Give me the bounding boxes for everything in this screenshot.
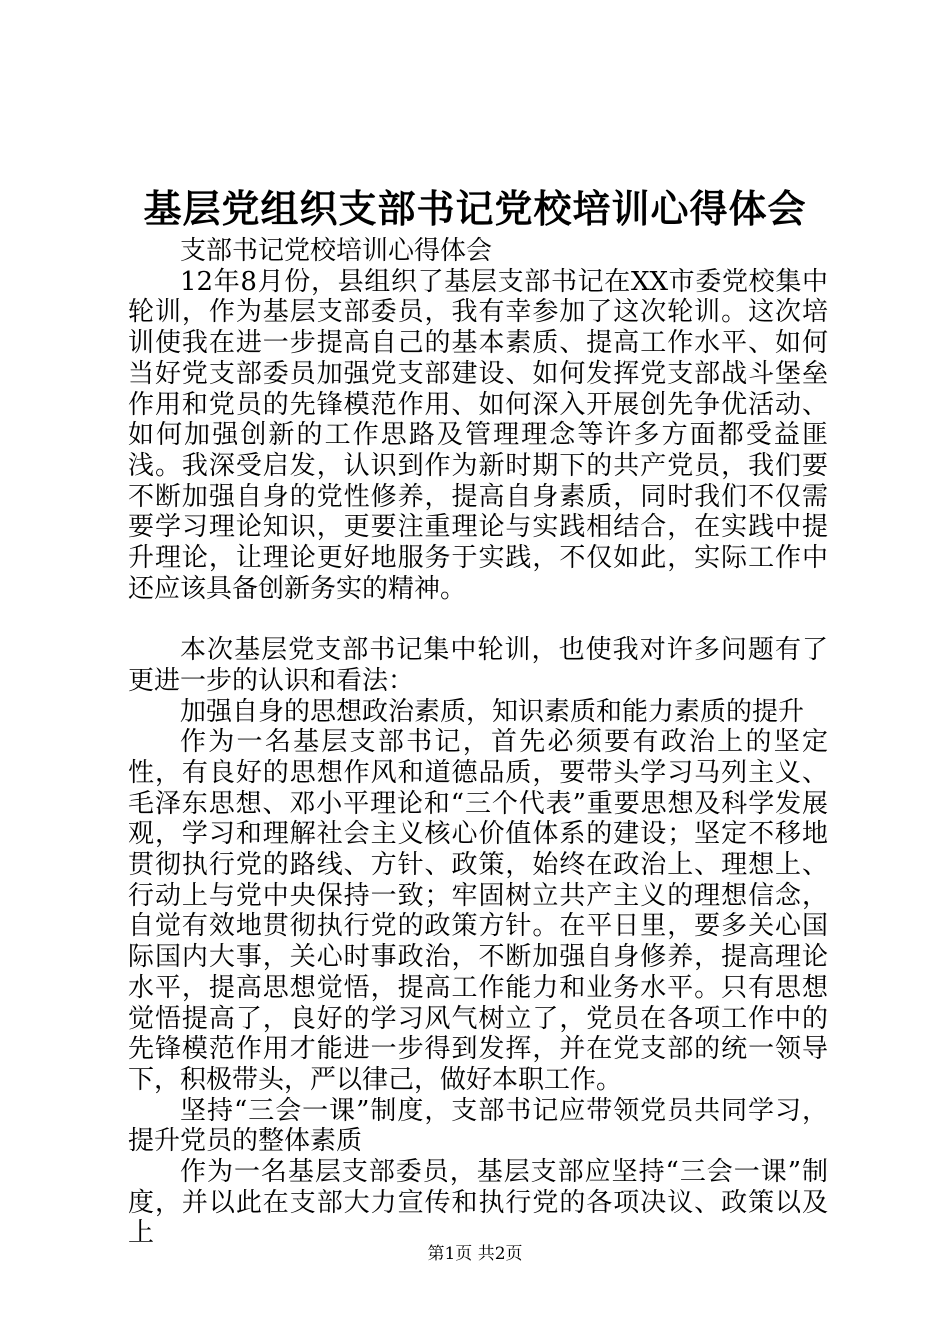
page-number-footer: 第1页 共2页	[427, 1244, 523, 1264]
paragraph-three-meetings: 作为一名基层支部委员，基层支部应坚持“三会一课”制度，并以此在支部大力宣传和执行党的各项决议、政策以及上	[128, 1157, 828, 1249]
paragraph-quality: 作为一名基层支部书记，首先必须要有政治上的坚定性，有良好的思想作风和道德品质，要带头学习马列主义、毛泽东思想、邓小平理论和“三个代表”重要思想及科学发展观，学习和理解社会主义核心价值体系的建设；坚定不移地贯彻执行党的路线、方针、政策，始终在政治上、理想上、行动上与党中央保持一致；牢固树立共产主义的理想信念，自觉有效地贯彻执行党的政策方针。在平日里，要多关心国际国内大事，关心时事政治，不断加强自身修养，提高理论水平，提高思想觉悟，提高工作能力和业务水平。只有思想觉悟提高了，良好的学习风气树立了，党员在各项工作中的先锋模范作用才能进一步得到发挥，并在党支部的统一领导下，积极带头，严以律己，做好本职工作。	[128, 727, 828, 1095]
paragraph-intro: 12年8月份，县组织了基层支部书记在XX市委党校集中轮训，作为基层支部委员，我有幸参加了这次轮训。这次培训使我在进一步提高自己的基本素质、提高工作水平、如何当好党支部委员加强党支部建设、如何发挥党支部战斗堡垒作用和党员的先锋模范作用、如何深入开展创先争优活动、如何加强创新的工作思路及管理理念等许多方面都受益匪浅。我深受启发，认识到作为新时期下的共产党员，我们要不断加强自身的党性修养，提高自身素质，同时我们不仅需要学习理论知识，更要注重理论与实践相结合，在实践中提升理论，让理论更好地服务于实践，不仅如此，实际工作中还应该具备创新务实的精神。	[128, 266, 828, 604]
document-subtitle: 支部书记党校培训心得体会	[180, 236, 493, 266]
section-heading-three-meetings: 坚持“三会一课”制度，支部书记应带领党员共同学习，提升党员的整体素质	[128, 1095, 828, 1157]
document-title: 基层党组织支部书记党校培训心得体会	[143, 186, 807, 231]
section-heading-quality: 加强自身的思想政治素质，知识素质和能力素质的提升	[180, 696, 805, 727]
paragraph-understanding: 本次基层党支部书记集中轮训，也使我对许多问题有了更进一步的认识和看法：	[128, 635, 828, 696]
document-body	[128, 236, 828, 1249]
